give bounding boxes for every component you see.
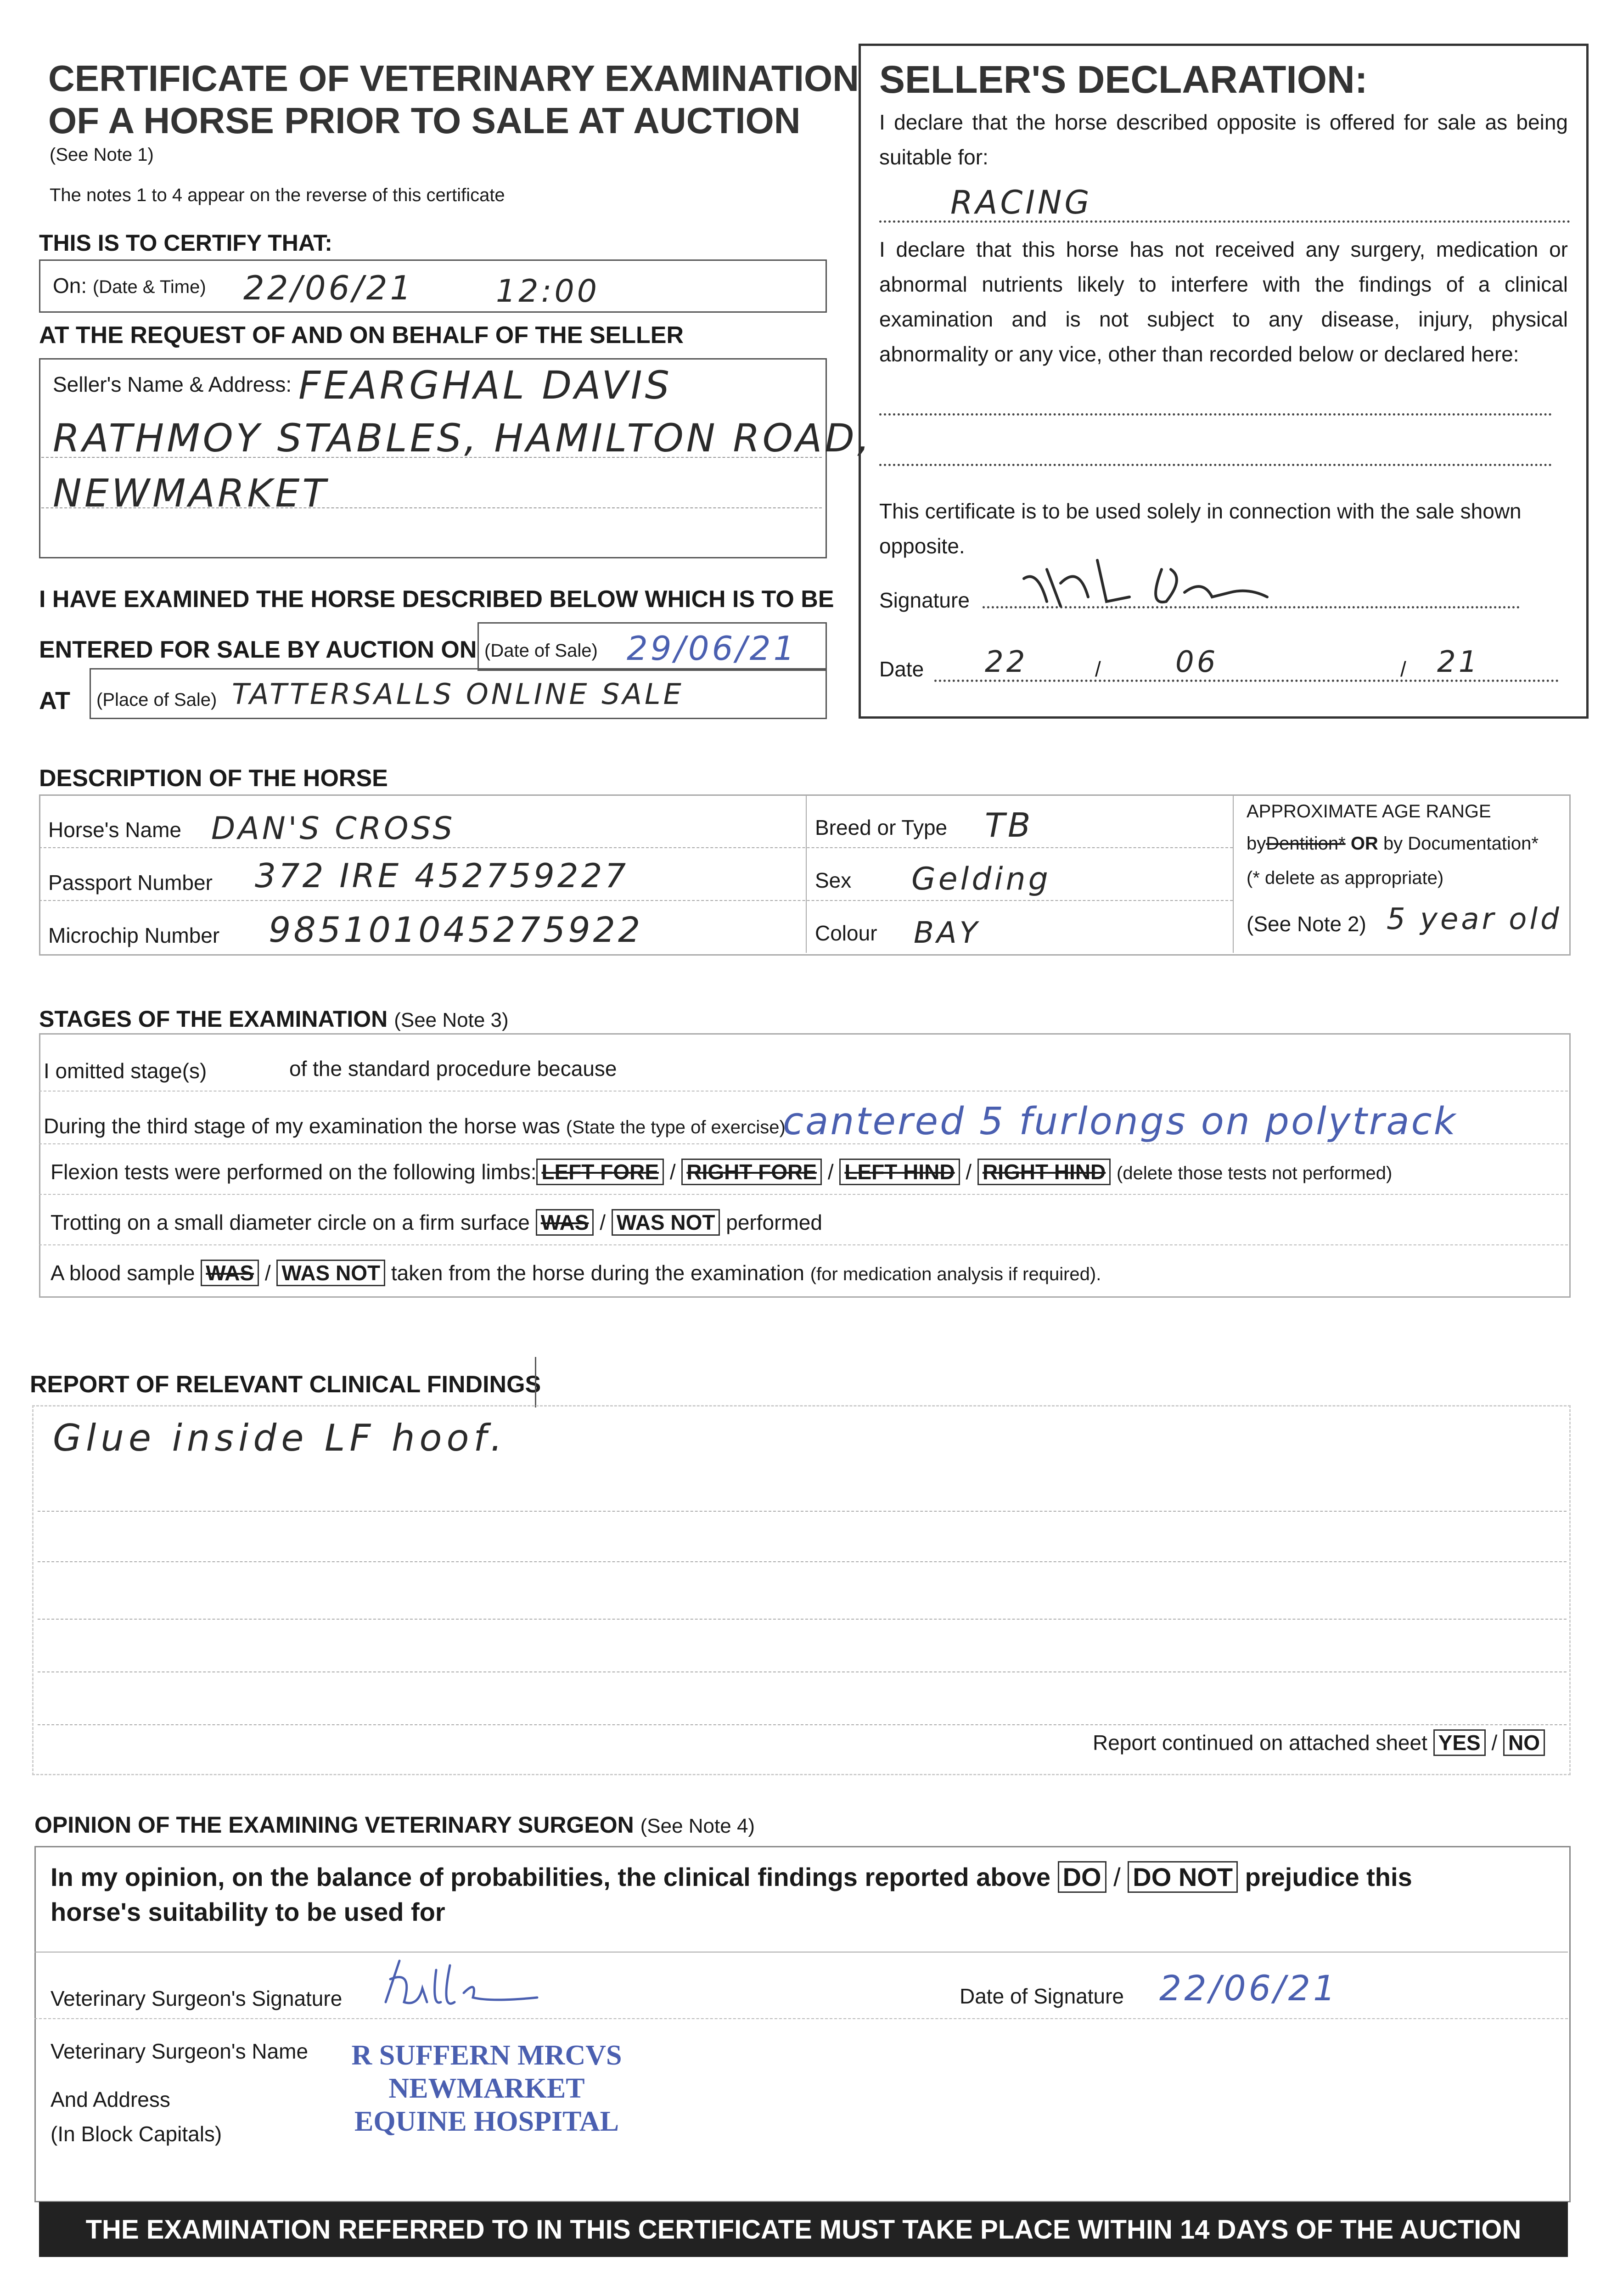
trotting-was-option[interactable]: WAS	[536, 1209, 594, 1236]
age-delete-note: (* delete as appropriate)	[1247, 868, 1444, 888]
microchip-value[interactable]: 985101045275922	[269, 909, 643, 950]
flex-slash-1: /	[669, 1160, 676, 1184]
breed-value[interactable]: TB	[985, 806, 1033, 844]
flexion-line	[51, 1159, 1392, 1184]
seller-label: Seller's Name & Address:	[53, 372, 292, 396]
date-of-signature-label: Date of Signature	[960, 1984, 1124, 2008]
omitted-suffix: of the standard procedure because	[289, 1057, 617, 1080]
stages-heading: STAGES OF THE EXAMINATION	[39, 1006, 388, 1032]
vet-name-label: Veterinary Surgeon's Name	[51, 2039, 309, 2063]
left-fore-option[interactable]: LEFT FORE	[536, 1159, 664, 1185]
trotting-line	[51, 1210, 822, 1235]
vet-stamp	[349, 2039, 624, 2138]
title-line-2: OF A HORSE PRIOR TO SALE AT AUCTION	[48, 100, 801, 141]
description-row-divider-2	[39, 900, 1233, 901]
stamp-line-3: EQUINE HOSPITAL	[354, 2106, 619, 2137]
seller-address-1[interactable]: RATHMOY STABLES, HAMILTON ROAD,	[53, 416, 872, 461]
seller-declaration-title: SELLER'S DECLARATION:	[879, 58, 1368, 101]
report-continued-label: Report continued on attached sheet	[1093, 1731, 1427, 1755]
opinion-text-a: In my opinion, on the balance of probabilities, the clinical findings reported above	[51, 1863, 1051, 1891]
report-line-1	[38, 1511, 1567, 1512]
report-heading: REPORT OF RELEVANT CLINICAL FINDINGS	[30, 1371, 541, 1398]
third-stage-line	[44, 1114, 786, 1138]
date-of-signature-value[interactable]: 22/06/21	[1159, 1968, 1338, 2009]
third-stage-hint: (State the type of exercise)	[566, 1117, 786, 1137]
opinion-text-b: prejudice this	[1245, 1863, 1412, 1891]
seller-signature[interactable]	[1010, 551, 1295, 615]
report-line-2	[38, 1561, 1567, 1562]
blood-label: A blood sample	[51, 1261, 195, 1285]
on-label	[53, 273, 206, 298]
date-value[interactable]: 22/06/21	[243, 269, 414, 307]
opinion-heading: OPINION OF THE EXAMINING VETERINARY SURGEON	[34, 1812, 634, 1838]
signature-label: Signature	[879, 588, 970, 612]
age-or: OR	[1350, 833, 1378, 854]
opinion-divider-2	[34, 2018, 1568, 2019]
opinion-heading-line	[34, 1812, 755, 1838]
declared-line-2	[879, 464, 1552, 466]
age-by: by	[1247, 833, 1266, 854]
third-stage-label: During the third stage of my examination the horse was	[44, 1114, 561, 1138]
opinion-statement	[51, 1860, 1412, 1930]
examined-line-1: I HAVE EXAMINED THE HORSE DESCRIBED BELOW WHICH IS TO BE	[39, 586, 834, 613]
opinion-divider-1	[34, 1952, 1568, 1953]
stamp-line-2: NEWMARKET	[388, 2073, 585, 2104]
colour-label: Colour	[815, 921, 877, 945]
description-col-divider-1	[806, 794, 807, 953]
report-yes-option[interactable]: YES	[1433, 1729, 1486, 1756]
colour-value[interactable]: BAY	[914, 916, 980, 950]
report-line-3	[38, 1619, 1567, 1620]
place-of-sale-label: (Place of Sale)	[96, 690, 217, 710]
report-slash: /	[1491, 1731, 1498, 1755]
date-line	[934, 680, 1559, 682]
see-note-1: (See Note 1)	[50, 145, 154, 165]
left-hind-option[interactable]: LEFT HIND	[839, 1159, 960, 1185]
date-sep-1: /	[1095, 657, 1101, 681]
blood-suffix: taken from the horse during the examination	[391, 1261, 804, 1285]
report-continued-line	[1093, 1730, 1545, 1755]
date-sep-2: /	[1400, 657, 1406, 681]
age-value[interactable]: 5 year old	[1387, 902, 1562, 936]
trot-slash: /	[600, 1210, 606, 1234]
description-heading: DESCRIPTION OF THE HORSE	[39, 765, 388, 792]
stages-divider-3	[39, 1194, 1568, 1195]
opinion-text-c: horse's suitability to be used for	[51, 1897, 445, 1926]
vet-signature[interactable]	[372, 1952, 546, 2016]
report-box	[32, 1405, 1571, 1775]
title-line-1: CERTIFICATE OF VETERINARY EXAMINATION	[48, 58, 859, 99]
request-heading: AT THE REQUEST OF AND ON BEHALF OF THE SELLER	[39, 322, 684, 349]
report-heading-rule	[535, 1357, 536, 1407]
flex-slash-3: /	[966, 1160, 972, 1184]
time-value[interactable]: 12:00	[496, 273, 600, 310]
vet-signature-label: Veterinary Surgeon's Signature	[51, 1986, 343, 2010]
stages-heading-line	[39, 1006, 509, 1032]
declared-line-1	[879, 413, 1552, 416]
seller-address-2[interactable]: NEWMARKET	[53, 471, 329, 516]
blood-note: (for medication analysis if required).	[810, 1264, 1101, 1284]
report-line-5	[38, 1724, 1567, 1725]
stages-heading-note: (See Note 3)	[394, 1009, 509, 1031]
sex-label: Sex	[815, 868, 852, 892]
seller-line-2	[41, 507, 822, 508]
suitable-for-value[interactable]: RACING	[950, 184, 1092, 221]
report-no-option[interactable]: NO	[1503, 1729, 1545, 1756]
opinion-heading-note: (See Note 4)	[640, 1815, 755, 1837]
description-row-divider-1	[39, 847, 1233, 848]
seller-name[interactable]: FEARGHAL DAVIS	[298, 363, 672, 408]
blood-was-not-option[interactable]: WAS NOT	[276, 1260, 385, 1286]
age-range-heading: APPROXIMATE AGE RANGE	[1247, 801, 1491, 822]
place-of-sale-value[interactable]: TATTERSALLS ONLINE SALE	[232, 677, 684, 711]
blood-line	[51, 1261, 1101, 1285]
breed-label: Breed or Type	[815, 816, 948, 839]
at-label: AT	[39, 687, 70, 715]
block-capitals-label: (In Block Capitals)	[51, 2122, 222, 2146]
footer-banner	[39, 2202, 1568, 2257]
blood-was-option[interactable]: WAS	[201, 1260, 259, 1286]
on-hint: (Date & Time)	[92, 277, 206, 297]
opinion-do-option[interactable]: DO	[1058, 1861, 1106, 1893]
certificate-title	[48, 57, 859, 142]
age-documentation: by Documentation*	[1383, 833, 1539, 854]
horse-name-value[interactable]: DAN'S CROSS	[211, 810, 455, 847]
declaration-day[interactable]: 22	[985, 645, 1028, 679]
description-col-divider-2	[1233, 794, 1234, 953]
date-of-sale-value[interactable]: 29/06/21	[627, 629, 797, 668]
stamp-line-1: R SUFFERN MRCVS	[351, 2040, 622, 2071]
on-text: On:	[53, 274, 87, 298]
flex-slash-2: /	[827, 1160, 834, 1184]
age-see-note: (See Note 2)	[1247, 912, 1366, 936]
right-fore-option[interactable]: RIGHT FORE	[681, 1159, 822, 1185]
date-of-sale-label: (Date of Sale)	[484, 641, 598, 661]
stages-divider-4	[39, 1244, 1568, 1245]
third-stage-value[interactable]: cantered 5 furlongs on polytrack	[783, 1100, 1458, 1143]
notes-text: The notes 1 to 4 appear on the reverse of this certificate	[50, 185, 505, 205]
opinion-do-not-option[interactable]: DO NOT	[1128, 1861, 1238, 1893]
vet-address-label: And Address	[51, 2088, 170, 2111]
declaration-year[interactable]: 21	[1437, 645, 1480, 679]
footer-banner-text: THE EXAMINATION REFERRED TO IN THIS CERTIFICATE MUST TAKE PLACE WITHIN 14 DAYS OF THE AUCTION	[85, 2214, 1522, 2245]
sex-value[interactable]: Gelding	[911, 861, 1051, 897]
flexion-label: Flexion tests were performed on the following limbs:	[51, 1160, 537, 1184]
right-hind-option[interactable]: RIGHT HIND	[977, 1159, 1111, 1185]
stages-divider-2	[39, 1143, 1568, 1144]
declaration-text-2: I declare that this horse has not received any surgery, medication or abnormal nutrients likely to interfere with the findings of a clinical examination and is not subject to any disease, injury, physical abnormality or any vice, other than recorded below or declared here:	[879, 237, 1568, 366]
passport-label: Passport Number	[48, 871, 213, 895]
opinion-slash: /	[1113, 1863, 1121, 1891]
declaration-text-1: I declare that the horse described opposite is offered for sale as being suitable for:	[879, 110, 1568, 169]
microchip-label: Microchip Number	[48, 923, 220, 947]
age-dentition: Dentition*	[1266, 833, 1346, 854]
trotting-label: Trotting on a small diameter circle on a firm surface	[51, 1210, 530, 1234]
declaration-month[interactable]: 06	[1175, 645, 1219, 679]
declaration-text-3: This certificate is to be used solely in connection with the sale shown opposite.	[879, 499, 1522, 558]
examined-line-2: ENTERED FOR SALE BY AUCTION ON	[39, 636, 477, 663]
report-line-4	[38, 1671, 1567, 1672]
age-by-line	[1247, 833, 1539, 854]
certify-heading: THIS IS TO CERTIFY THAT:	[39, 230, 332, 256]
date-label: Date	[879, 657, 924, 681]
trotting-was-not-option[interactable]: WAS NOT	[612, 1209, 720, 1236]
seller-line-1	[41, 457, 822, 458]
trotting-performed: performed	[726, 1210, 822, 1234]
stages-divider-1	[39, 1091, 1568, 1092]
passport-value[interactable]: 372 IRE 452759227	[255, 856, 629, 895]
report-finding[interactable]: Glue inside LF hoof.	[53, 1417, 507, 1459]
omitted-label: I omitted stage(s)	[44, 1059, 207, 1083]
blood-slash: /	[264, 1261, 271, 1285]
flexion-note: (delete those tests not performed)	[1117, 1163, 1393, 1183]
horse-name-label: Horse's Name	[48, 818, 181, 842]
